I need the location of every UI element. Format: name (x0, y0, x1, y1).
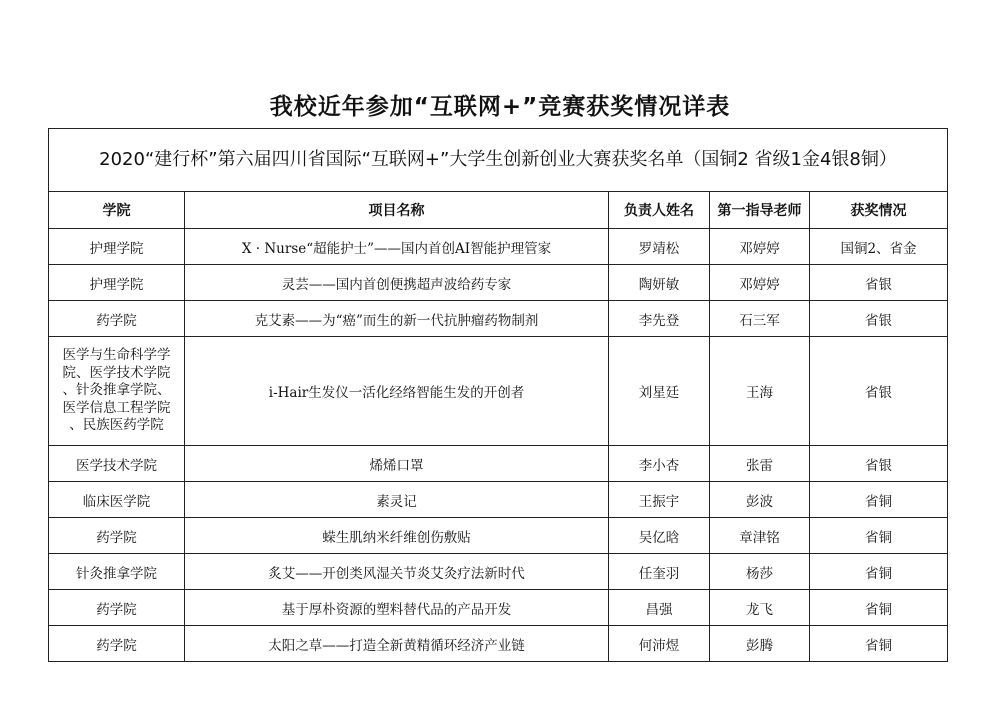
cell-award: 省银 (810, 446, 948, 482)
cell-advisor: 杨莎 (710, 554, 810, 590)
cell-leader: 刘星廷 (609, 337, 710, 446)
header-project: 项目名称 (185, 192, 609, 229)
cell-college: 药学院 (49, 626, 185, 662)
table-banner-text: 2020“建行杯”第六届四川省国际“互联网+”大学生创新创业大赛获奖名单（国铜2 省级1金4银8铜） (99, 149, 897, 170)
cell-leader: 昌强 (609, 590, 710, 626)
table-row (49, 265, 948, 301)
awards-table (48, 128, 948, 662)
table-row (49, 554, 948, 590)
cell-project: 灵芸——国内首创便携超声波给药专家 (185, 265, 609, 301)
cell-award: 省铜 (810, 554, 948, 590)
cell-college: 护理学院 (49, 265, 185, 301)
banner-row (49, 129, 948, 192)
table-row (49, 301, 948, 337)
cell-advisor: 章津铭 (710, 518, 810, 554)
cell-award: 省铜 (810, 482, 948, 518)
header-leader: 负责人姓名 (609, 192, 710, 229)
cell-college: 医学与生命科学学 院、医学技术学院 、针灸推拿学院、 医学信息工程学院 、民族医药学院 (49, 337, 185, 446)
cell-award: 省铜 (810, 626, 948, 662)
cell-college: 药学院 (49, 518, 185, 554)
table-row (49, 482, 948, 518)
cell-project: 基于厚朴资源的塑料替代品的产品开发 (185, 590, 609, 626)
cell-college: 药学院 (49, 590, 185, 626)
cell-college: 药学院 (49, 301, 185, 337)
awards-table-body (49, 129, 948, 662)
table-row (49, 446, 948, 482)
table-row (49, 518, 948, 554)
cell-award: 省银 (810, 301, 948, 337)
cell-advisor: 王海 (710, 337, 810, 446)
table-row (49, 229, 948, 265)
cell-project: X · Nurse“超能护士”——国内首创AI智能护理管家 (185, 229, 609, 265)
cell-advisor: 张雷 (710, 446, 810, 482)
cell-advisor: 彭腾 (710, 626, 810, 662)
cell-advisor: 邓婷婷 (710, 229, 810, 265)
cell-award: 省银 (810, 337, 948, 446)
cell-project: 烯烯口罩 (185, 446, 609, 482)
cell-award: 省银 (810, 265, 948, 301)
cell-leader: 陶妍敏 (609, 265, 710, 301)
table-row (49, 590, 948, 626)
cell-college: 临床医学院 (49, 482, 185, 518)
cell-award: 省铜 (810, 590, 948, 626)
cell-project: i-Hair生发仪一活化经络智能生发的开创者 (185, 337, 609, 446)
cell-leader: 李先登 (609, 301, 710, 337)
table-row (49, 337, 948, 446)
cell-project: 太阳之草——打造全新黄精循环经济产业链 (185, 626, 609, 662)
table-banner (49, 129, 948, 192)
cell-leader: 李小杏 (609, 446, 710, 482)
cell-leader: 任奎羽 (609, 554, 710, 590)
cell-advisor: 邓婷婷 (710, 265, 810, 301)
cell-college: 医学技术学院 (49, 446, 185, 482)
table-row (49, 626, 948, 662)
header-award: 获奖情况 (810, 192, 948, 229)
cell-award: 省铜 (810, 518, 948, 554)
header-college: 学院 (49, 192, 185, 229)
cell-project: 蝾生肌纳米纤维创伤敷贴 (185, 518, 609, 554)
cell-advisor: 彭波 (710, 482, 810, 518)
cell-project: 克艾素——为“癌”而生的新一代抗肿瘤药物制剂 (185, 301, 609, 337)
cell-leader: 吴亿晗 (609, 518, 710, 554)
header-row (49, 192, 948, 229)
cell-project: 素灵记 (185, 482, 609, 518)
header-advisor: 第一指导老师 (710, 192, 810, 229)
cell-college: 护理学院 (49, 229, 185, 265)
cell-award: 国铜2、省金 (810, 229, 948, 265)
cell-advisor: 石三军 (710, 301, 810, 337)
cell-leader: 王振宇 (609, 482, 710, 518)
cell-leader: 罗靖松 (609, 229, 710, 265)
cell-college: 针灸推拿学院 (49, 554, 185, 590)
cell-leader: 何沛煜 (609, 626, 710, 662)
page-title: 我校近年参加“互联网+”竞赛获奖情况详表 (269, 94, 731, 120)
cell-project: 炙艾——开创类风湿关节炎艾灸疗法新时代 (185, 554, 609, 590)
cell-advisor: 龙飞 (710, 590, 810, 626)
